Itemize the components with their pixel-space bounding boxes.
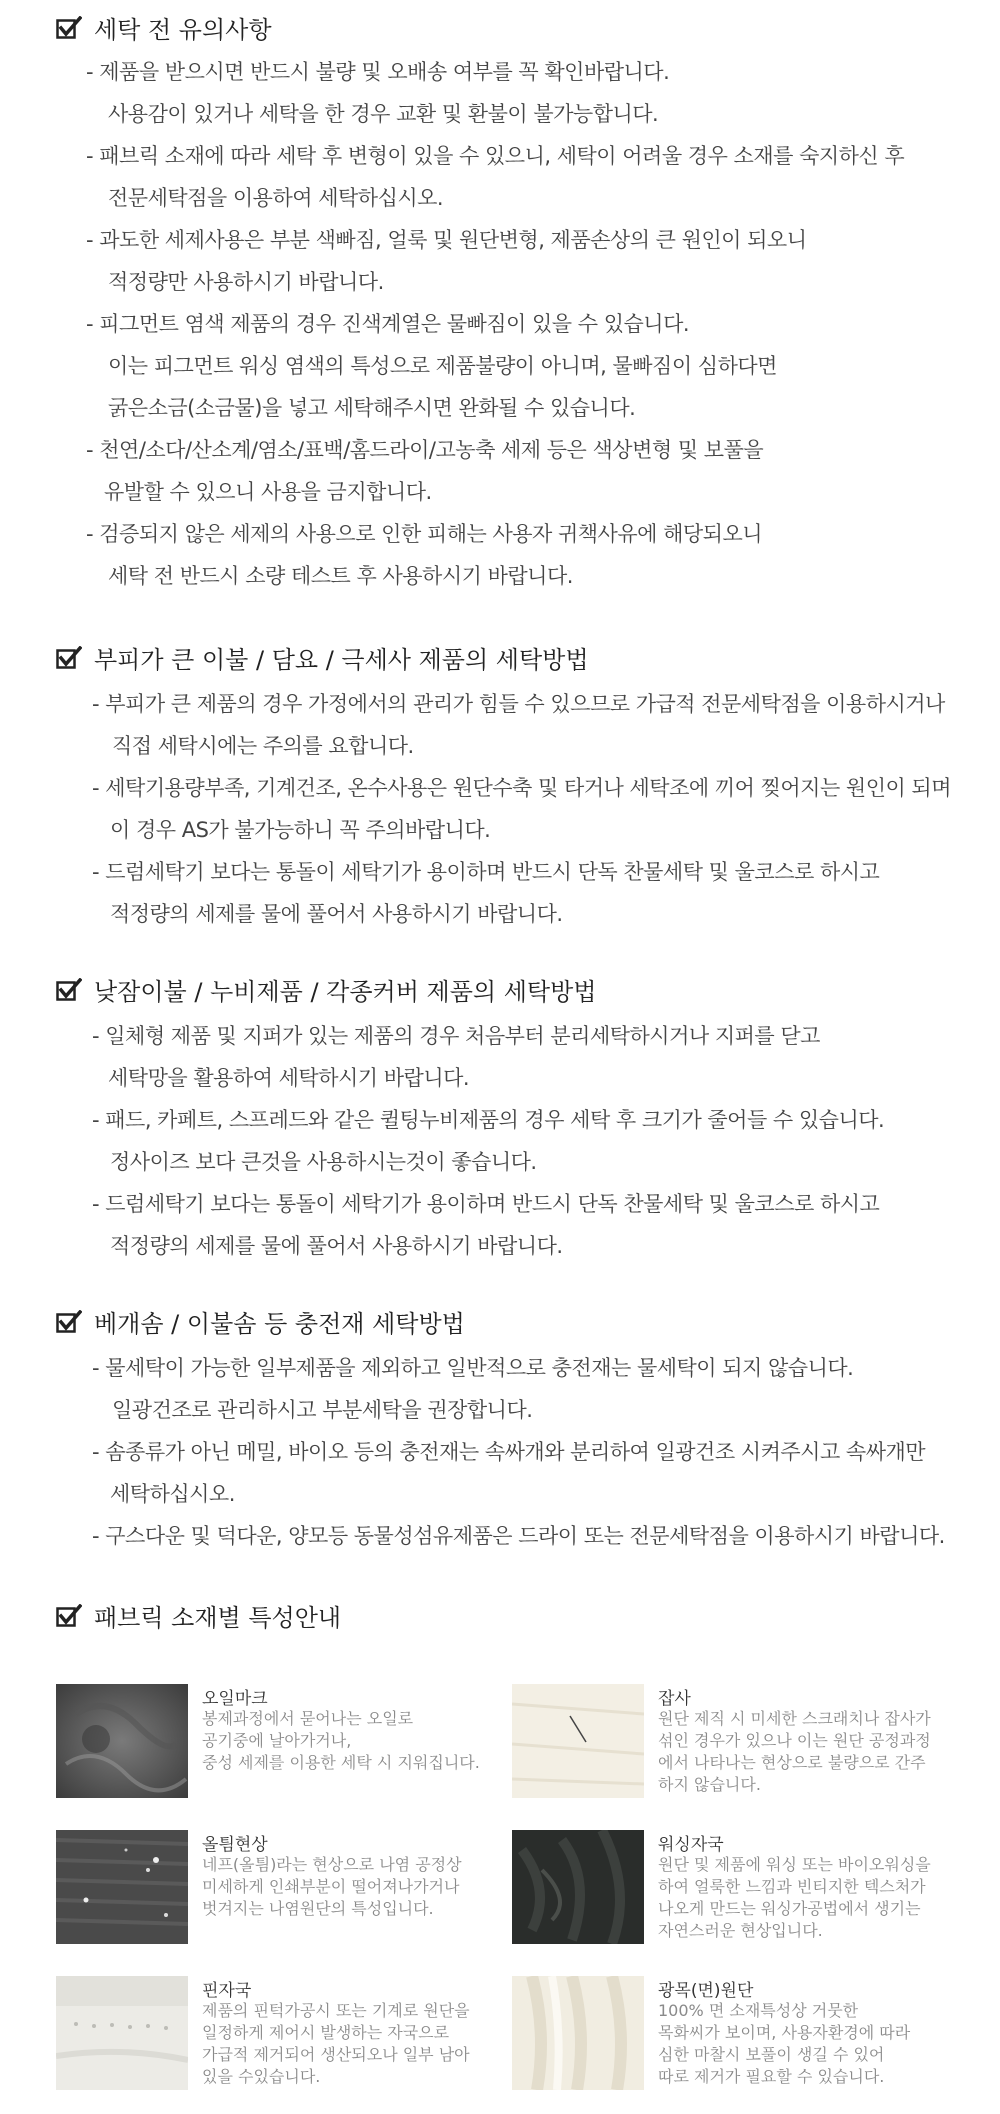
fabric-item-loose-thread: [512, 1684, 952, 1804]
fabric-sample-image: [512, 1684, 644, 1798]
fabric-name: 워싱자국: [658, 1835, 724, 1855]
fabric-description: 봉제과정에서 묻어나는 오일로 공기중에 날아가거나, 중성 세제를 이용한 세탁 시 지워집니다.: [202, 1709, 480, 1772]
fabric-sample-image: [56, 1976, 188, 2090]
fabric-description: 네프(올틤)라는 현상으로 나염 공정상 미세하게 인쇄부분이 떨어져나가거나 벗겨지는 나염원단의 특성입니다.: [202, 1855, 462, 1918]
note-line: 적정량의 세제를 물에 풀어서 사용하시기 바랍니다.: [110, 1234, 563, 1258]
section-title: 낮잠이불 / 누비제품 / 각종커버 제품의 세탁방법: [56, 972, 596, 1007]
fabric-description: 원단 제직 시 미세한 스크래치나 잡사가 섞인 경우가 있으나 이는 원단 공정과정 에서 나타나는 현상으로 불량으로 간주 하지 않습니다.: [658, 1709, 931, 1794]
note-line: 직접 세탁시에는 주의를 요합니다.: [112, 734, 414, 758]
checkbox-check-icon: [56, 646, 82, 670]
note-line: 세탁하십시오.: [110, 1482, 235, 1506]
note-line: - 과도한 세제사용은 부분 색빠짐, 얼룩 및 원단변형, 제품손상의 큰 원인이 되오니: [86, 228, 807, 252]
note-line: 이 경우 AS가 불가능하니 꼭 주의바랍니다.: [110, 818, 491, 842]
note-line: - 일체형 제품 및 지퍼가 있는 제품의 경우 처음부터 분리세탁하시거나 지퍼를 닫고: [92, 1024, 820, 1048]
fabric-sample-image: [512, 1830, 644, 1944]
fabric-description: 제품의 핀턱가공시 또는 기계로 원단을 일정하게 제어시 발생하는 자국으로 가급적 제거되어 생산되오나 일부 남아 있을 수있습니다.: [202, 2001, 470, 2086]
fabric-item-oil-mark: [56, 1684, 496, 1804]
note-line: 정사이즈 보다 큰것을 사용하시는것이 좋습니다.: [110, 1150, 537, 1174]
note-line: - 제품을 받으시면 반드시 불량 및 오배송 여부를 꼭 확인바랍니다.: [86, 60, 670, 84]
note-line: - 패드, 카페트, 스프레드와 같은 퀼팅누비제품의 경우 세탁 후 크기가 줄어들 수 있습니다.: [92, 1108, 885, 1132]
note-line: - 구스다운 및 덕다운, 양모등 동물성섬유제품은 드라이 또는 전문세탁점을 이용하시기 바랍니다.: [92, 1524, 945, 1548]
note-line: 세탁망을 활용하여 세탁하시기 바랍니다.: [108, 1066, 470, 1090]
checkbox-check-icon: [56, 1310, 82, 1334]
section-title: 부피가 큰 이불 / 담요 / 극세사 제품의 세탁방법: [56, 640, 589, 675]
section-title: 패브릭 소재별 특성안내: [56, 1598, 341, 1633]
section-title: 세탁 전 유의사항: [56, 10, 272, 45]
note-line: - 솜종류가 아닌 메밀, 바이오 등의 충전재는 속싸개와 분리하여 일광건조 시켜주시고 속싸개만: [92, 1440, 926, 1464]
fabric-name: 잡사: [658, 1689, 691, 1709]
fabric-item-nep: [56, 1830, 496, 1950]
note-line: 유발할 수 있으니 사용을 금지합니다.: [104, 480, 432, 504]
fabric-name: 핀자국: [202, 1981, 252, 2001]
note-line: 굵은소금(소금물)을 넣고 세탁해주시면 완화될 수 있습니다.: [108, 396, 636, 420]
fabric-sample-image: [56, 1684, 188, 1798]
note-line: - 드럼세탁기 보다는 통돌이 세탁기가 용이하며 반드시 단독 찬물세탁 및 울코스로 하시고: [92, 1192, 880, 1216]
note-line: - 검증되지 않은 세제의 사용으로 인한 피해는 사용자 귀책사유에 해당되오니: [86, 522, 763, 546]
checkbox-check-icon: [56, 978, 82, 1002]
fabric-item-cotton-muslin: [512, 1976, 952, 2096]
note-line: - 부피가 큰 제품의 경우 가정에서의 관리가 힘들 수 있으므로 가급적 전문세탁점을 이용하시거나: [92, 692, 945, 716]
fabric-description: 100% 면 소재특성상 거뭇한 목화씨가 보이며, 사용자환경에 따라 심한 마찰시 보풀이 생길 수 있어 따로 제거가 필요할 수 있습니다.: [658, 2001, 911, 2086]
fabric-item-washing-mark: [512, 1830, 952, 1950]
note-line: - 천연/소다/산소계/염소/표백/홈드라이/고농축 세제 등은 색상변형 및 보풀을: [86, 438, 764, 462]
note-line: - 드럼세탁기 보다는 통돌이 세탁기가 용이하며 반드시 단독 찬물세탁 및 울코스로 하시고: [92, 860, 880, 884]
checkbox-check-icon: [56, 1604, 82, 1628]
note-line: - 패브릭 소재에 따라 세탁 후 변형이 있을 수 있으니, 세탁이 어려울 경우 소재를 숙지하신 후: [86, 144, 905, 168]
note-line: 사용감이 있거나 세탁을 한 경우 교환 및 환불이 불가능합니다.: [108, 102, 659, 126]
fabric-item-pin-mark: [56, 1976, 496, 2096]
fabric-sample-image: [512, 1976, 644, 2090]
note-line: 일광건조로 관리하시고 부분세탁을 권장합니다.: [112, 1398, 533, 1422]
note-line: - 세탁기용량부족, 기계건조, 온수사용은 원단수축 및 타거나 세탁조에 끼어 찢어지는 원인이 되며: [92, 776, 952, 800]
fabric-description: 원단 및 제품에 워싱 또는 바이오워싱을 하여 얼룩한 느낌과 빈티지한 텍스처가 나오게 만드는 워싱가공법에서 생기는 자연스러운 현상입니다.: [658, 1855, 931, 1940]
fabric-name: 오일마크: [202, 1689, 268, 1709]
note-line: 이는 피그먼트 워싱 염색의 특성으로 제품불량이 아니며, 물빠짐이 심하다면: [108, 354, 777, 378]
note-line: - 물세탁이 가능한 일부제품을 제외하고 일반적으로 충전재는 물세탁이 되지 않습니다.: [92, 1356, 854, 1380]
note-line: 적정량만 사용하시기 바랍니다.: [108, 270, 384, 294]
checkbox-check-icon: [56, 16, 82, 40]
note-line: 세탁 전 반드시 소량 테스트 후 사용하시기 바랍니다.: [108, 564, 573, 588]
note-line: 적정량의 세제를 물에 풀어서 사용하시기 바랍니다.: [110, 902, 563, 926]
note-line: 전문세탁점을 이용하여 세탁하십시오.: [108, 186, 444, 210]
fabric-name: 광목(면)원단: [658, 1981, 754, 2001]
section-title: 베개솜 / 이불솜 등 충전재 세탁방법: [56, 1304, 465, 1339]
fabric-name: 올틤현상: [202, 1835, 268, 1855]
fabric-sample-image: [56, 1830, 188, 1944]
note-line: - 피그먼트 염색 제품의 경우 진색계열은 물빠짐이 있을 수 있습니다.: [86, 312, 690, 336]
